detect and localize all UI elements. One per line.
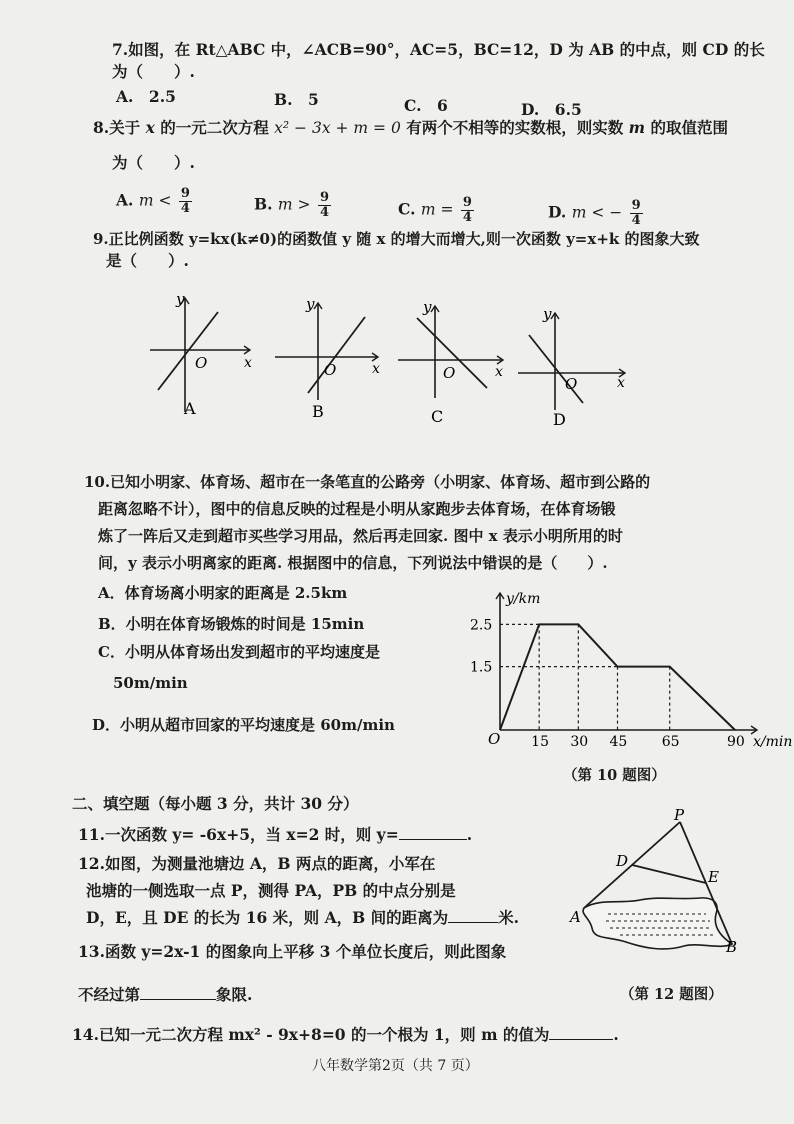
q13-stem-line1: 13.函数 y=2x-1 的图象向上平移 3 个单位长度后，则此图象 [78, 942, 507, 961]
q10-option-d: D．小明从超市回家的平均速度是 60m/min [92, 716, 395, 734]
q9-graph-a-label: A [184, 399, 196, 418]
q10-option-c-line1: C．小明从体育场出发到超市的平均速度是 [98, 643, 380, 661]
q9-stem-line1: 9.正比例函数 y=kx(k≠0)的函数值 y 随 x 的增大而增大,则一次函数 y=x+k 的图象大致 [93, 230, 700, 248]
q8-option-a: A. m < $\frac{9}{4}$ [116, 186, 190, 216]
q7-stem-line1: 7.如图，在 Rt△ABC 中，∠ACB=90°，AC=5，BC=12，D 为 AB 的中点，则 CD 的长 [112, 40, 765, 59]
q10-series-line [500, 624, 735, 730]
q10-option-a: A．体育场离小明家的距离是 2.5km [98, 584, 348, 602]
q9-graph-b-y-label: y [306, 295, 315, 313]
q11-stem: 11.一次函数 y= -6x+5，当 x=2 时，则 y= . [78, 825, 473, 844]
q9-graph-d-origin: O [565, 375, 578, 393]
q10-x-tick-label: 65 [661, 734, 680, 750]
q10-y-axis-label: y/km [506, 591, 541, 607]
q10-y-tick-label: 2.5 [470, 617, 493, 634]
q9-graph-b-label: B [312, 402, 324, 421]
q9-graph-d [515, 305, 645, 435]
q14-answer-blank[interactable] [549, 1039, 613, 1040]
q8-option-b: B. m > $\frac{9}{4}$ [254, 190, 329, 220]
q8-stem-line1 [93, 118, 728, 138]
q10-x-tick-label: 15 [531, 734, 549, 750]
q10-x-tick-label: 30 [570, 734, 589, 750]
q10-x-tick-label: 45 [609, 734, 628, 750]
section2-heading: 二、填空题（每小题 3 分，共计 30 分） [72, 794, 359, 813]
q10-stem-line3: 炼了一阵后又走到超市买些学习用品，然后再走回家. 图中 x 表示小明所用的时 [98, 527, 623, 545]
q9-graph-c [395, 298, 525, 428]
q8-text-a: 8.关于 [93, 118, 141, 137]
q9-graph-b-origin: O [324, 361, 337, 379]
q10-stem-line4: 间，y 表示小明离家的距离. 根据图中的信息，下列说法中错误的是（ ）. [98, 554, 608, 572]
q12-pond-outline [583, 898, 732, 949]
q8-option-a-fraction: $\frac{9}{4}$ [180, 186, 190, 216]
q12-stem-line3: D，E，且 DE 的长为 16 米，则 A，B 间的距离为 米. [86, 908, 519, 927]
q11-answer-blank[interactable] [399, 839, 467, 840]
q10-y-tick-label: 1.5 [470, 659, 493, 676]
q8-var-m: m [628, 118, 646, 137]
q9-graph-c-origin: O [443, 364, 456, 382]
q10-stem-line1: 10.已知小明家、体育场、超市在一条笔直的公路旁（小明家、体育场、超市到公路的 [84, 473, 651, 491]
q12-label-b: B [726, 938, 738, 956]
q10-stem-line2: 距离忽略不计），图中的信息反映的过程是小明从家跑步去体育场，在体育场锻 [98, 500, 616, 518]
q9-graph-b [270, 295, 400, 425]
q12-answer-blank[interactable] [448, 922, 498, 923]
q10-caption: （第 10 题图） [563, 767, 666, 784]
q9-graph-b-x-label: x [372, 361, 380, 377]
q9-graph-d-y-label: y [543, 305, 552, 323]
q9-graph-c-label: C [431, 407, 444, 426]
q7-option-a: A. 2.5 [116, 87, 176, 106]
q8-option-c-fraction: $\frac{9}{4}$ [462, 195, 472, 225]
q10-distance-time-chart [470, 585, 793, 750]
q12-label-e: E [708, 868, 719, 886]
q8-text-b: 的一元二次方程 [160, 118, 269, 137]
q14-stem: 14.已知一元二次方程 mx² - 9x+8=0 的一个根为 1，则 m 的值为 . [72, 1025, 619, 1044]
q10-option-b: B．小明在体育场锻炼的时间是 15min [98, 615, 365, 633]
q9-graph-c-y-label: y [423, 298, 432, 316]
q10-option-c-line2: 50m/min [113, 674, 188, 692]
q9-graph-a [140, 290, 270, 420]
q12-label-a: A [570, 908, 581, 926]
q7-option-c: C. 6 [404, 96, 448, 115]
q12-label-p: P [674, 806, 685, 824]
page-footer: 八年数学第2页（共 7 页） [312, 1058, 479, 1074]
q8-stem-line2: 为（ ）. [112, 153, 195, 172]
q8-text-d: 的取值范围 [650, 118, 728, 137]
q9-graph-c-x-label: x [495, 364, 503, 380]
q8-text-c: 有两个不相等的实数根，则实数 [406, 118, 624, 137]
q7-stem-line2: 为（ ）. [112, 62, 195, 81]
q9-stem-line2: 是（ ）. [106, 251, 189, 270]
q7-option-d: D. 6.5 [521, 100, 582, 119]
q12-label-d: D [616, 852, 629, 870]
q10-origin-label: O [488, 730, 501, 748]
q9-graph-a-y-label: y [176, 290, 185, 308]
q10-x-axis-label: x/min [753, 734, 793, 750]
q12-caption: （第 12 题图） [620, 986, 723, 1003]
q9-graph-a-origin: O [195, 354, 208, 372]
q8-option-c: C. m = $\frac{9}{4}$ [398, 195, 472, 225]
q8-equation: x² − 3x + m = 0 [274, 119, 401, 137]
q8-option-d: D. m < − $\frac{9}{4}$ [548, 198, 641, 228]
q9-graph-d-label: D [553, 410, 566, 429]
q8-var-x: x [145, 118, 155, 137]
q13-stem-line2: 不经过第 象限. [78, 985, 253, 1004]
q13-answer-blank[interactable] [140, 999, 216, 1000]
q9-graph-d-x-label: x [617, 375, 625, 391]
q12-segment-de [632, 865, 706, 883]
q10-x-tick-label: 90 [727, 734, 745, 750]
q12-stem-line2: 池塘的一侧选取一点 P，测得 PA，PB 的中点分别是 [86, 881, 456, 900]
q9-graph-a-x-label: x [244, 355, 252, 371]
q8-option-b-fraction: $\frac{9}{4}$ [319, 190, 329, 220]
q12-stem-line1: 12.如图，为测量池塘边 A，B 两点的距离，小军在 [78, 854, 436, 873]
q7-option-b: B. 5 [274, 90, 319, 109]
q8-option-d-fraction: $\frac{9}{4}$ [631, 198, 641, 228]
q12-pond-figure [560, 806, 770, 970]
